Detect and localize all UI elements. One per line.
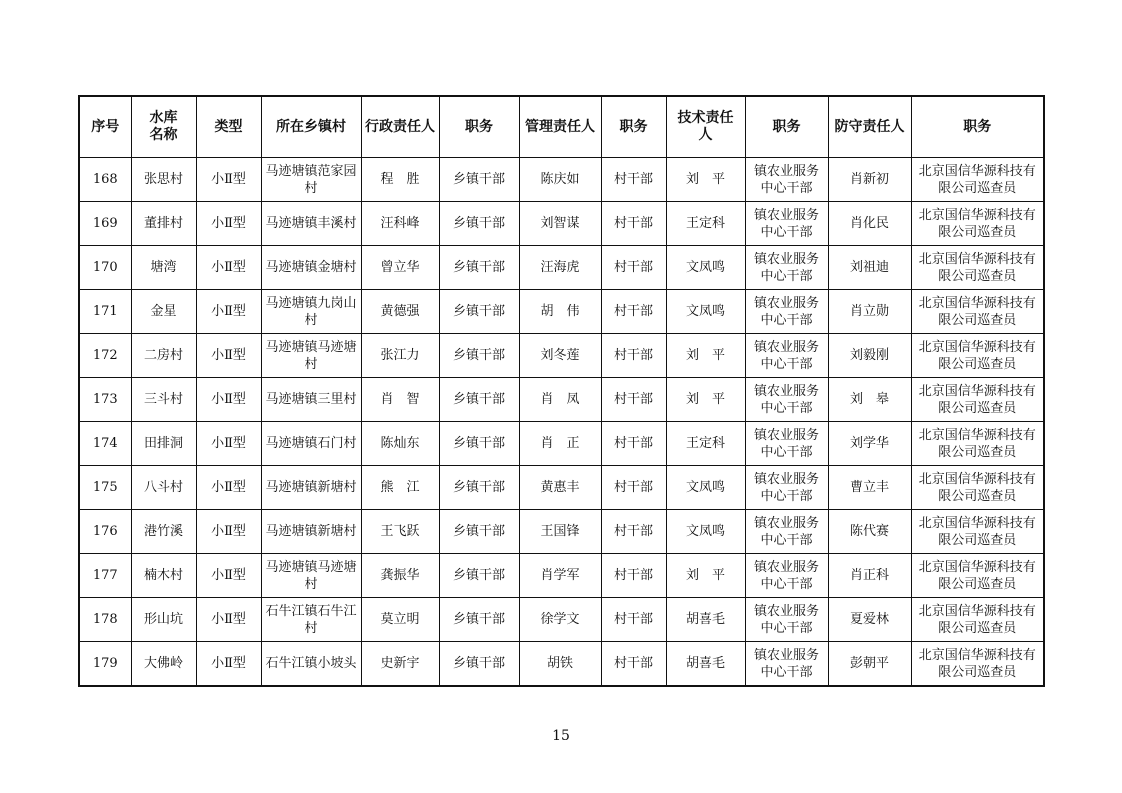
table-cell: 程 胜 — [361, 158, 439, 202]
table-cell: 马迹塘镇三里村 — [261, 378, 361, 422]
table-cell: 村干部 — [601, 510, 666, 554]
table-cell: 胡铁 — [519, 642, 601, 687]
table-cell: 彭朝平 — [828, 642, 911, 687]
table-cell: 镇农业服务中心干部 — [745, 158, 828, 202]
table-cell: 胡 伟 — [519, 290, 601, 334]
table-cell: 乡镇干部 — [439, 290, 519, 334]
table-cell: 北京国信华源科技有限公司巡查员 — [911, 246, 1044, 290]
table-cell: 王国锋 — [519, 510, 601, 554]
table-cell: 曹立丰 — [828, 466, 911, 510]
table-cell: 莫立明 — [361, 598, 439, 642]
table-cell: 村干部 — [601, 466, 666, 510]
table-cell: 肖 凤 — [519, 378, 601, 422]
table-cell: 刘学华 — [828, 422, 911, 466]
table-cell: 徐学文 — [519, 598, 601, 642]
table-cell: 田排洞 — [131, 422, 196, 466]
table-row — [79, 598, 1044, 642]
table-cell: 石牛江镇小坡头 — [261, 642, 361, 687]
table-cell: 石牛江镇石牛江村 — [261, 598, 361, 642]
table-cell: 胡喜毛 — [666, 598, 745, 642]
table-row — [79, 202, 1044, 246]
table-cell: 刘冬莲 — [519, 334, 601, 378]
table-cell: 镇农业服务中心干部 — [745, 378, 828, 422]
table-cell: 北京国信华源科技有限公司巡查员 — [911, 378, 1044, 422]
table-cell: 董排村 — [131, 202, 196, 246]
table-cell: 小Ⅱ型 — [196, 290, 261, 334]
header-cell: 所在乡镇村 — [261, 96, 361, 158]
table-cell: 镇农业服务中心干部 — [745, 466, 828, 510]
table-cell: 小Ⅱ型 — [196, 334, 261, 378]
table-cell: 马迹塘镇石门村 — [261, 422, 361, 466]
table-cell: 形山坑 — [131, 598, 196, 642]
table-cell: 169 — [79, 202, 131, 246]
table-cell: 178 — [79, 598, 131, 642]
table-cell: 173 — [79, 378, 131, 422]
table-cell: 175 — [79, 466, 131, 510]
header-cell: 防守责任人 — [828, 96, 911, 158]
table-cell: 乡镇干部 — [439, 422, 519, 466]
table-cell: 汪海虎 — [519, 246, 601, 290]
table-cell: 肖立勋 — [828, 290, 911, 334]
table-cell: 刘 平 — [666, 554, 745, 598]
table-cell: 北京国信华源科技有限公司巡查员 — [911, 554, 1044, 598]
table-cell: 乡镇干部 — [439, 598, 519, 642]
table-row — [79, 334, 1044, 378]
table-cell: 小Ⅱ型 — [196, 158, 261, 202]
table-row — [79, 642, 1044, 687]
header-cell: 职务 — [601, 96, 666, 158]
table-cell: 乡镇干部 — [439, 466, 519, 510]
table-cell: 乡镇干部 — [439, 378, 519, 422]
table-cell: 陈庆如 — [519, 158, 601, 202]
table-cell: 乡镇干部 — [439, 158, 519, 202]
table-cell: 172 — [79, 334, 131, 378]
table-row — [79, 510, 1044, 554]
table-cell: 刘 皋 — [828, 378, 911, 422]
table-cell: 179 — [79, 642, 131, 687]
table-cell: 村干部 — [601, 246, 666, 290]
table-cell: 马迹塘镇新塘村 — [261, 466, 361, 510]
table-cell: 文凤鸣 — [666, 290, 745, 334]
reservoir-responsibility-table — [78, 95, 1045, 687]
table-row — [79, 378, 1044, 422]
table-cell: 大佛岭 — [131, 642, 196, 687]
table-cell: 村干部 — [601, 554, 666, 598]
table-cell: 肖学军 — [519, 554, 601, 598]
header-cell: 职务 — [745, 96, 828, 158]
table-row — [79, 290, 1044, 334]
table-cell: 汪科峰 — [361, 202, 439, 246]
table-cell: 乡镇干部 — [439, 246, 519, 290]
table-body — [79, 158, 1044, 687]
table-row — [79, 158, 1044, 202]
table-cell: 二房村 — [131, 334, 196, 378]
table-cell: 曾立华 — [361, 246, 439, 290]
table-cell: 北京国信华源科技有限公司巡查员 — [911, 334, 1044, 378]
table-cell: 乡镇干部 — [439, 334, 519, 378]
table-row — [79, 246, 1044, 290]
table-cell: 177 — [79, 554, 131, 598]
table-cell: 刘 平 — [666, 334, 745, 378]
table-cell: 金星 — [131, 290, 196, 334]
table-cell: 楠木村 — [131, 554, 196, 598]
table-cell: 小Ⅱ型 — [196, 642, 261, 687]
table-cell: 文凤鸣 — [666, 466, 745, 510]
table-cell: 镇农业服务中心干部 — [745, 554, 828, 598]
table-cell: 小Ⅱ型 — [196, 554, 261, 598]
header-cell: 职务 — [439, 96, 519, 158]
table-cell: 176 — [79, 510, 131, 554]
table-cell: 北京国信华源科技有限公司巡查员 — [911, 466, 1044, 510]
table-cell: 小Ⅱ型 — [196, 246, 261, 290]
table-cell: 陈灿东 — [361, 422, 439, 466]
table-cell: 小Ⅱ型 — [196, 202, 261, 246]
table-cell: 刘 平 — [666, 158, 745, 202]
table-cell: 八斗村 — [131, 466, 196, 510]
table-cell: 夏爱林 — [828, 598, 911, 642]
table-cell: 刘毅刚 — [828, 334, 911, 378]
table-cell: 小Ⅱ型 — [196, 510, 261, 554]
table-cell: 黄德强 — [361, 290, 439, 334]
table-cell: 北京国信华源科技有限公司巡查员 — [911, 290, 1044, 334]
table-cell: 村干部 — [601, 158, 666, 202]
table-cell: 王定科 — [666, 422, 745, 466]
table-row — [79, 422, 1044, 466]
table-cell: 马迹塘镇金塘村 — [261, 246, 361, 290]
table-cell: 170 — [79, 246, 131, 290]
table-cell: 马迹塘镇新塘村 — [261, 510, 361, 554]
table-cell: 乡镇干部 — [439, 642, 519, 687]
table-cell: 镇农业服务中心干部 — [745, 642, 828, 687]
table-cell: 乡镇干部 — [439, 202, 519, 246]
header-cell: 类型 — [196, 96, 261, 158]
table-cell: 刘智谋 — [519, 202, 601, 246]
table-cell: 刘 平 — [666, 378, 745, 422]
table-cell: 北京国信华源科技有限公司巡查员 — [911, 598, 1044, 642]
table-row — [79, 554, 1044, 598]
table-cell: 镇农业服务中心干部 — [745, 290, 828, 334]
table-cell: 乡镇干部 — [439, 510, 519, 554]
table-cell: 镇农业服务中心干部 — [745, 202, 828, 246]
table-cell: 三斗村 — [131, 378, 196, 422]
table-cell: 港竹溪 — [131, 510, 196, 554]
table-cell: 镇农业服务中心干部 — [745, 598, 828, 642]
table-cell: 马迹塘镇马迹塘村 — [261, 334, 361, 378]
table-cell: 小Ⅱ型 — [196, 466, 261, 510]
table-cell: 北京国信华源科技有限公司巡查员 — [911, 642, 1044, 687]
header-cell: 管理责任人 — [519, 96, 601, 158]
table-cell: 马迹塘镇范家园村 — [261, 158, 361, 202]
table-cell: 北京国信华源科技有限公司巡查员 — [911, 510, 1044, 554]
table-cell: 北京国信华源科技有限公司巡查员 — [911, 422, 1044, 466]
table-cell: 肖 智 — [361, 378, 439, 422]
table-cell: 北京国信华源科技有限公司巡查员 — [911, 202, 1044, 246]
table-cell: 171 — [79, 290, 131, 334]
header-cell: 职务 — [911, 96, 1044, 158]
table-cell: 镇农业服务中心干部 — [745, 246, 828, 290]
table-cell: 胡喜毛 — [666, 642, 745, 687]
header-cell: 序号 — [79, 96, 131, 158]
table-cell: 村干部 — [601, 642, 666, 687]
table-cell: 北京国信华源科技有限公司巡查员 — [911, 158, 1044, 202]
table-cell: 马迹塘镇马迹塘村 — [261, 554, 361, 598]
table-cell: 马迹塘镇九岗山村 — [261, 290, 361, 334]
table-cell: 乡镇干部 — [439, 554, 519, 598]
header-cell: 技术责任 人 — [666, 96, 745, 158]
table-cell: 小Ⅱ型 — [196, 422, 261, 466]
table-cell: 黄惠丰 — [519, 466, 601, 510]
page-number: 15 — [552, 728, 570, 744]
table-cell: 小Ⅱ型 — [196, 598, 261, 642]
table-row — [79, 466, 1044, 510]
table-cell: 张思村 — [131, 158, 196, 202]
table-cell: 镇农业服务中心干部 — [745, 510, 828, 554]
table-cell: 174 — [79, 422, 131, 466]
table-cell: 小Ⅱ型 — [196, 378, 261, 422]
table-cell: 村干部 — [601, 334, 666, 378]
table-cell: 村干部 — [601, 598, 666, 642]
table-cell: 史新宇 — [361, 642, 439, 687]
table-cell: 龚振华 — [361, 554, 439, 598]
table-cell: 刘祖迪 — [828, 246, 911, 290]
table-cell: 马迹塘镇丰溪村 — [261, 202, 361, 246]
table-cell: 村干部 — [601, 202, 666, 246]
table-cell: 塘湾 — [131, 246, 196, 290]
table-cell: 村干部 — [601, 378, 666, 422]
table-cell: 村干部 — [601, 422, 666, 466]
header-cell: 行政责任人 — [361, 96, 439, 158]
header-cell: 水库 名称 — [131, 96, 196, 158]
header-row — [79, 96, 1044, 158]
table-cell: 肖 正 — [519, 422, 601, 466]
table-cell: 文凤鸣 — [666, 246, 745, 290]
table-cell: 168 — [79, 158, 131, 202]
table-cell: 肖新初 — [828, 158, 911, 202]
table-cell: 陈代赛 — [828, 510, 911, 554]
table-cell: 村干部 — [601, 290, 666, 334]
table-cell: 王飞跃 — [361, 510, 439, 554]
table-cell: 文凤鸣 — [666, 510, 745, 554]
table-cell: 镇农业服务中心干部 — [745, 422, 828, 466]
table-cell: 肖化民 — [828, 202, 911, 246]
table-cell: 张江力 — [361, 334, 439, 378]
table-cell: 镇农业服务中心干部 — [745, 334, 828, 378]
table-cell: 肖正科 — [828, 554, 911, 598]
table-cell: 王定科 — [666, 202, 745, 246]
table-cell: 熊 江 — [361, 466, 439, 510]
